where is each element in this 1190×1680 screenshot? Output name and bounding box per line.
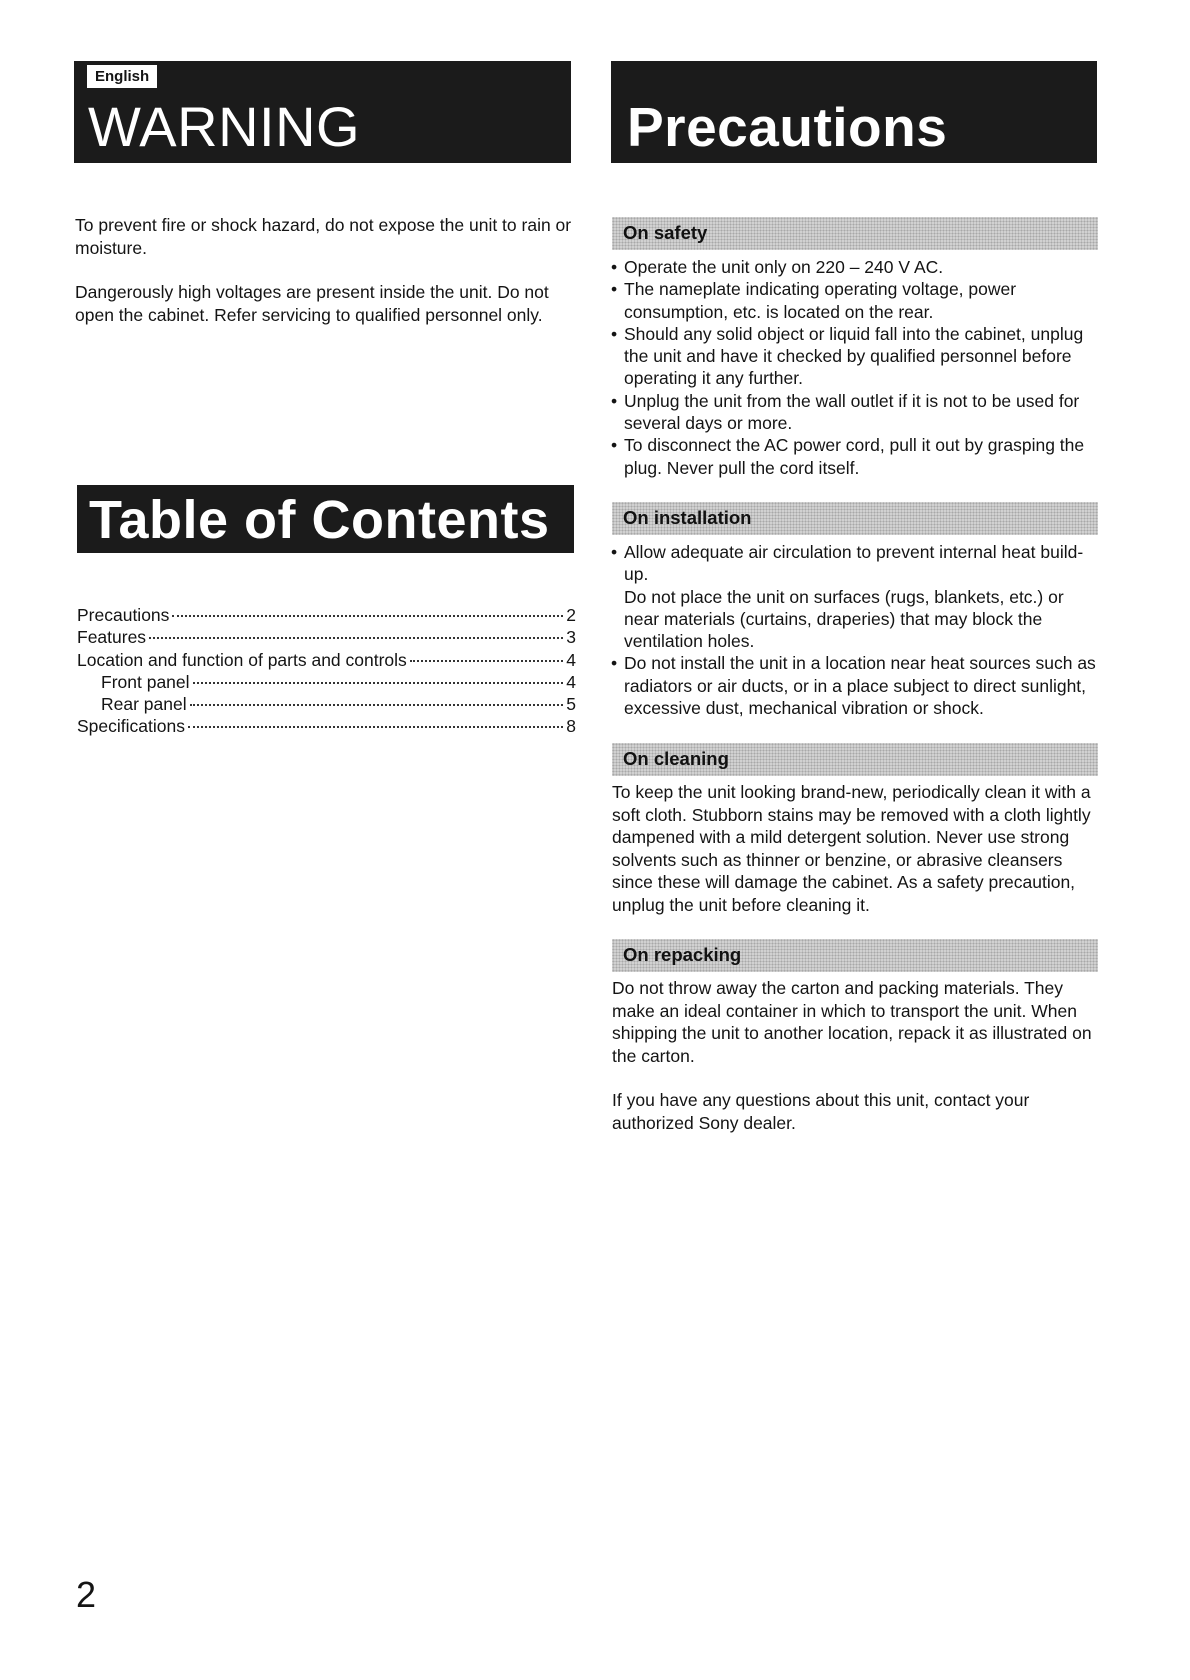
list-item: [611, 541, 1101, 652]
section-heading-installation: [612, 502, 1098, 535]
toc-header: [77, 485, 574, 553]
section-heading-label: On cleaning: [623, 748, 729, 769]
section-heading-label: On repacking: [623, 944, 742, 965]
toc-entry-page: 4: [566, 671, 576, 692]
toc-entry[interactable]: [77, 715, 576, 737]
warning-header: [74, 61, 571, 163]
section-heading-safety: [612, 217, 1098, 250]
toc-list: [77, 604, 576, 738]
toc-entry[interactable]: [77, 649, 576, 671]
toc-entry-label: Location and function of parts and controls: [77, 649, 407, 670]
toc-leader-dots: [172, 614, 563, 617]
list-item-text: • Allow adequate air circulation to prevent internal heat build-up.: [624, 542, 1084, 585]
list-item: • Should any solid object or liquid fall into the cabinet, unplug the unit and have it checked by qualified personnel before operating it any further.: [611, 323, 1101, 390]
safety-list: [611, 256, 1101, 479]
toc-entry-label: Front panel: [101, 671, 190, 692]
toc-entry[interactable]: [77, 626, 576, 648]
toc-leader-dots: [410, 659, 563, 662]
warning-paragraph-2: Dangerously high voltages are present inside the unit. Do not open the cabinet. Refer servicing to qualified personnel only.: [75, 282, 549, 325]
section-heading-repacking: [612, 939, 1098, 972]
toc-entry-page: 2: [566, 605, 576, 625]
toc-entry-label: Rear panel: [101, 694, 187, 715]
warning-paragraph-1: To prevent fire or shock hazard, do not expose the unit to rain or moisture.: [75, 215, 572, 258]
toc-leader-dots: [190, 703, 564, 706]
list-item: • The nameplate indicating operating voltage, power consumption, etc. is located on the rear.: [611, 278, 1101, 323]
section-heading-label: On safety: [623, 222, 708, 243]
toc-leader-dots: [193, 681, 564, 684]
precautions-header: [611, 61, 1097, 163]
installation-list: [611, 541, 1101, 719]
list-item: • To disconnect the AC power cord, pull it out by grasping the plug. Never pull the cord itself.: [611, 434, 1101, 479]
dealer-note: If you have any questions about this unit, contact your authorized Sony dealer.: [612, 1090, 1030, 1133]
toc-title: Table of Contents: [89, 490, 550, 550]
cleaning-paragraph: To keep the unit looking brand-new, periodically clean it with a soft cloth. Stubborn stains may be removed with a cloth lightly dampened with a mild detergent solution. Never use strong solvents such as thinner or benzine, or abrasive cleansers since these will damage the cabinet. As a safety precaution, unplug the unit before cleaning it.: [612, 782, 1091, 915]
toc-entry-page: 8: [566, 716, 576, 737]
toc-entry-page: 4: [566, 649, 576, 670]
list-item-text: Do not place the unit on surfaces (rugs, blankets, etc.) or near materials (curtains, draperies) that may block the ventilation holes.: [624, 586, 1064, 652]
toc-entry[interactable]: [77, 604, 576, 626]
toc-entry-label: Specifications: [77, 716, 185, 737]
toc-entry-label: Features: [77, 627, 147, 648]
toc-leader-dots: [149, 636, 563, 639]
precautions-title: Precautions: [627, 96, 948, 158]
section-heading-cleaning: [612, 743, 1098, 776]
toc-leader-dots: [188, 725, 563, 728]
toc-entry[interactable]: [77, 693, 576, 715]
toc-entry-page: 5: [566, 694, 576, 715]
toc-entry-page: 3: [566, 627, 576, 648]
list-item: • Unplug the unit from the wall outlet if it is not to be used for several days or more.: [611, 390, 1101, 435]
list-item: • Do not install the unit in a location near heat sources such as radiators or air ducts, or in a place subject to direct sunlight, excessive dust, mechanical vibration or shock.: [611, 652, 1101, 719]
language-badge: English: [87, 65, 157, 88]
section-heading-label: On installation: [623, 507, 752, 528]
toc-entry[interactable]: [77, 671, 576, 693]
toc-entry-label: Precautions: [77, 605, 170, 625]
list-item: • Operate the unit only on 220 – 240 V AC.: [611, 256, 1101, 278]
page-number: 2: [76, 1574, 97, 1615]
repacking-paragraph: Do not throw away the carton and packing materials. They make an ideal container in which to transport the unit. When shipping the unit to another location, repack it as illustrated on the carton.: [612, 978, 1092, 1066]
warning-title: WARNING: [88, 95, 361, 158]
